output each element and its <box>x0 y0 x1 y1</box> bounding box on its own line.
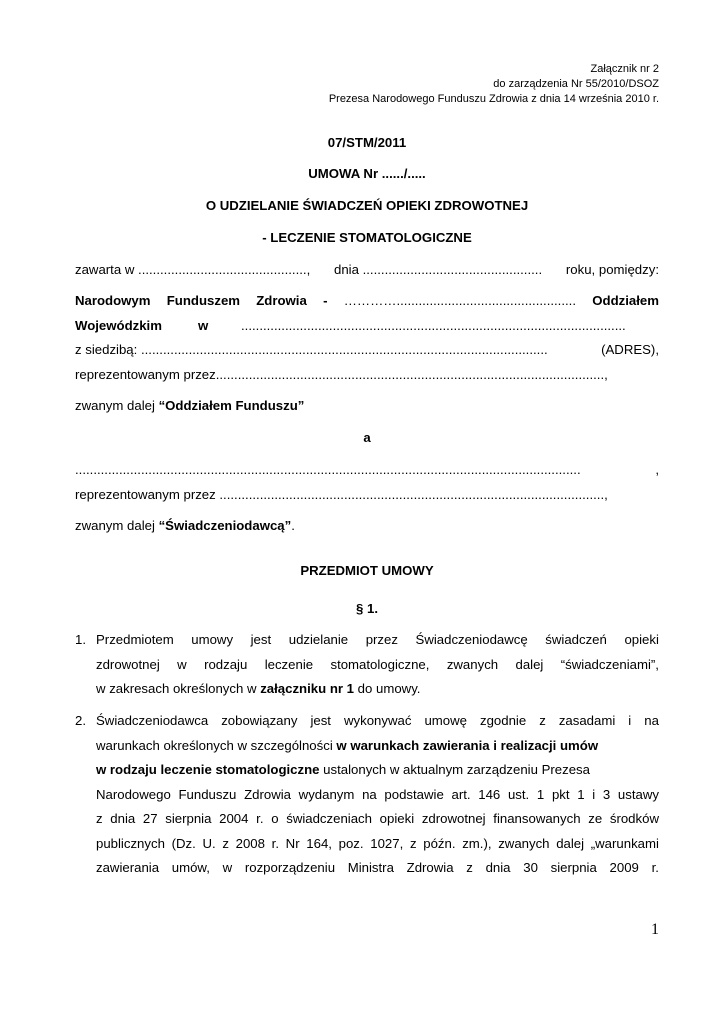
word: sierpnia <box>165 811 212 826</box>
word: środków <box>609 811 659 826</box>
word: opieki <box>379 811 415 826</box>
word: wydanym <box>298 787 355 802</box>
item-1-line-1 <box>96 632 659 647</box>
word: i <box>628 713 632 728</box>
word: 2004 <box>219 811 249 826</box>
word: 27 <box>142 811 158 826</box>
provider-dots: .......................................................................................................................................... <box>75 462 581 477</box>
item-2-line-5 <box>96 811 659 826</box>
represented-by-2: reprezentowanym przez ........................................................................................................., <box>75 487 608 502</box>
word: rozporządzeniu <box>244 860 336 875</box>
word: Świadczeniodawca <box>96 713 209 728</box>
word: dalej <box>515 657 544 672</box>
word: 1 <box>536 787 545 802</box>
word: z <box>539 713 546 728</box>
nfz-word: Zdrowia <box>256 293 307 308</box>
voivodeship-w: w <box>198 318 209 333</box>
attachment-reference: załączniku nr 1 <box>260 681 355 696</box>
period: . <box>291 518 295 533</box>
contract-number-title: UMOWA Nr ....../..... <box>308 166 426 181</box>
item-2-line-1 <box>96 713 659 728</box>
word: pkt <box>551 787 570 802</box>
attachment-header-line-2: do zarządzenia Nr 55/2010/DSOZ <box>493 78 659 90</box>
word: z <box>409 836 417 851</box>
word: sierpnia <box>550 860 597 875</box>
word: z <box>466 860 473 875</box>
item-2-line-3 <box>96 762 680 777</box>
word: dnia <box>485 860 511 875</box>
seat-line <box>75 342 659 357</box>
word: zasadami <box>558 713 616 728</box>
conditions-reference: w warunkach zawierania i realizacji umów <box>336 738 599 753</box>
nfz-word: Funduszem <box>166 293 240 308</box>
word: w <box>177 657 187 672</box>
provider-dots-line <box>75 462 659 477</box>
seat-address: (ADRES), <box>601 342 659 357</box>
word: z <box>96 811 103 826</box>
word: finansowanych <box>493 811 581 826</box>
word: podstawie <box>384 787 444 802</box>
word: Nr <box>285 836 300 851</box>
nfz-word: - <box>323 293 328 308</box>
word: r. <box>271 836 279 851</box>
word: dnia <box>110 811 136 826</box>
word: zm.), <box>462 836 492 851</box>
item-2-line-7 <box>96 860 659 875</box>
paragraph-number: § 1. <box>356 601 378 616</box>
called-prefix: zwanym dalej <box>75 398 159 413</box>
word: zwanych <box>498 836 550 851</box>
provider-comma: , <box>655 462 659 477</box>
item-number: 2. <box>75 713 86 728</box>
word: opieki <box>624 632 659 647</box>
word: i <box>592 787 596 802</box>
word: rodzaju <box>204 657 248 672</box>
word: ust. <box>507 787 530 802</box>
item-number: 1. <box>75 632 86 647</box>
word: publicznych <box>96 836 165 851</box>
word: zdrowotnej <box>421 811 486 826</box>
concluded-between: roku, pomiędzy: <box>565 262 659 277</box>
word: na <box>362 787 377 802</box>
called-prefix: zwanym dalej <box>75 518 159 533</box>
word: 2009 <box>609 860 639 875</box>
word: 2008 <box>235 836 265 851</box>
attachment-header-line-3: Prezesa Narodowego Funduszu Zdrowia z dnia 14 września 2010 r. <box>328 93 659 105</box>
word: 30 <box>523 860 538 875</box>
item-text: w zakresach określonych w <box>96 681 261 696</box>
word: dalej <box>556 836 585 851</box>
word: r. <box>256 811 264 826</box>
item-text: warunkach określonych w szczególności <box>96 738 337 753</box>
word: U. <box>202 836 216 851</box>
nfz-dots: …………................................................. <box>343 293 577 308</box>
word: “świadczeniami”, <box>560 657 659 672</box>
word: ze <box>588 811 603 826</box>
item-2-line-4 <box>96 787 659 802</box>
voivodeship-word: Wojewódzkim <box>75 318 162 333</box>
nfz-word: Narodowym <box>75 293 151 308</box>
word: Ministra <box>347 860 394 875</box>
word: Przedmiotem <box>96 632 174 647</box>
word: udzielanie <box>288 632 349 647</box>
word: Narodowego <box>96 787 171 802</box>
word: Świadczeniodawcę <box>415 632 528 647</box>
seat-text: z siedzibą: ............................................................................................................... <box>75 342 548 357</box>
contract-code: 07/STM/2011 <box>327 135 407 150</box>
word: świadczeniach <box>286 811 372 826</box>
word: 3 <box>602 787 611 802</box>
item-2-line-2 <box>96 738 680 753</box>
contract-subject-title: O UDZIELANIE ŚWIADCZEŃ OPIEKI ZDROWOTNEJ <box>205 198 529 213</box>
concluded-place: zawarta w .............................................., <box>75 262 311 277</box>
word: „warunkami <box>590 836 659 851</box>
word: Funduszu <box>178 787 237 802</box>
item-1-line-3 <box>96 681 680 696</box>
word: stomatologiczne, <box>330 657 430 672</box>
word: jest <box>250 632 272 647</box>
nfz-line <box>75 293 659 308</box>
word: o <box>271 811 279 826</box>
word: świadczeń <box>545 632 607 647</box>
item-2-line-6 <box>96 836 659 851</box>
item-text: do umowy. <box>354 681 421 696</box>
word: Zdrowia <box>244 787 291 802</box>
concluded-date: dnia ................................................. <box>334 262 543 277</box>
called-provider-line <box>75 518 659 533</box>
concluded-line <box>75 262 659 277</box>
word: jest <box>310 713 331 728</box>
word: r. <box>651 860 659 875</box>
branch-name: “Oddziałem Funduszu” <box>158 398 305 413</box>
word: w <box>222 860 233 875</box>
section-heading: PRZEDMIOT UMOWY <box>300 563 434 578</box>
word: art. <box>451 787 471 802</box>
word: późn. <box>423 836 456 851</box>
word: przez <box>365 632 398 647</box>
word: umowy <box>191 632 234 647</box>
word: wykonywać <box>344 713 412 728</box>
word: poz. <box>338 836 364 851</box>
word: zobowiązany <box>221 713 298 728</box>
word: 146 <box>478 787 501 802</box>
contract-kind-title: - LECZENIE STOMATOLOGICZNE <box>262 230 472 245</box>
word: 1 <box>577 787 585 802</box>
conditions-reference: w rodzaju leczenie stomatologiczne <box>96 762 320 777</box>
word: zdrowotnej <box>96 657 160 672</box>
word: umów, <box>171 860 210 875</box>
word: 1027, <box>370 836 404 851</box>
word: umowę <box>424 713 467 728</box>
conjunction-a: a <box>363 430 371 445</box>
attachment-header-line-1: Załącznik nr 2 <box>590 63 659 75</box>
word: zgodnie <box>479 713 527 728</box>
voivodeship-dots: ......................................................................................................... <box>241 318 626 333</box>
word: na <box>644 713 659 728</box>
item-1-line-2 <box>96 657 659 672</box>
nfz-word: Oddziałem <box>592 293 659 308</box>
word: z <box>222 836 229 851</box>
page-number: 1 <box>651 921 659 938</box>
called-branch-line <box>75 398 659 413</box>
item-text: ustalonych w aktualnym zarządzeniu Prezesa <box>319 762 590 777</box>
word: (Dz. <box>171 836 196 851</box>
represented-by-1: reprezentowanym przez.........................................................................................................., <box>75 367 608 382</box>
voivodeship-line <box>75 318 659 333</box>
word: zwanych <box>446 657 499 672</box>
provider-name: “Świadczeniodawcą” <box>158 518 292 533</box>
word: Zdrowia <box>406 860 454 875</box>
word: ustawy <box>617 787 659 802</box>
word: zawierania <box>96 860 160 875</box>
word: leczenie <box>264 657 314 672</box>
word: 164, <box>306 836 332 851</box>
